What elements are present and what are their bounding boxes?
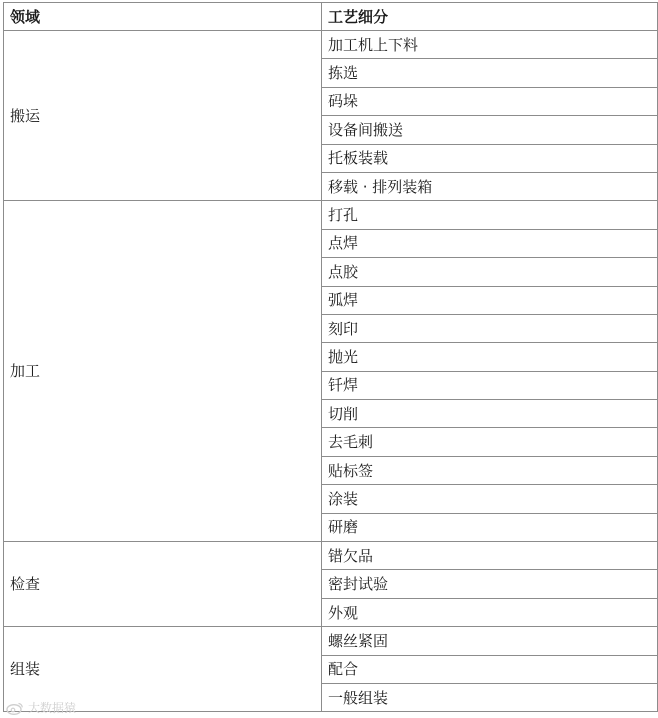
watermark-text: 大数据猿 [28, 701, 77, 715]
process-cell: 拣选 [322, 59, 658, 87]
process-cell: 点胶 [322, 258, 658, 286]
process-cell: 托板装载 [322, 144, 658, 172]
table-header [4, 3, 658, 31]
process-cell: 涂装 [322, 485, 658, 513]
process-cell: 螺丝紧固 [322, 627, 658, 655]
table-row [4, 542, 658, 570]
domain-cell: 搬运 [4, 31, 322, 201]
process-cell: 密封试验 [322, 570, 658, 598]
process-cell: 外观 [322, 598, 658, 626]
domain-cell: 加工 [4, 201, 322, 542]
table-row [4, 627, 658, 655]
process-cell: 加工机上下料 [322, 31, 658, 59]
process-cell: 钎焊 [322, 371, 658, 399]
process-cell: 刻印 [322, 314, 658, 342]
process-cell: 码垛 [322, 87, 658, 115]
process-table-frame [3, 2, 657, 715]
table-body [4, 31, 658, 712]
process-cell: 弧焊 [322, 286, 658, 314]
process-cell: 移载 · 排列装箱 [322, 172, 658, 200]
process-cell: 配合 [322, 655, 658, 683]
process-cell: 抛光 [322, 343, 658, 371]
process-cell: 研磨 [322, 513, 658, 541]
header-process: 工艺细分 [322, 3, 658, 31]
table-row [4, 31, 658, 59]
process-cell: 贴标签 [322, 456, 658, 484]
domain-cell: 检查 [4, 542, 322, 627]
header-domain: 领域 [4, 3, 322, 31]
process-cell: 切削 [322, 400, 658, 428]
process-cell: 点焊 [322, 229, 658, 257]
header-row [4, 3, 658, 31]
process-table [3, 2, 658, 712]
process-cell: 错欠品 [322, 542, 658, 570]
table-row [4, 201, 658, 229]
domain-cell: 组装 [4, 627, 322, 712]
process-cell: 一般组装 [322, 683, 658, 711]
process-cell: 打孔 [322, 201, 658, 229]
process-cell: 设备间搬送 [322, 116, 658, 144]
process-cell: 去毛刺 [322, 428, 658, 456]
